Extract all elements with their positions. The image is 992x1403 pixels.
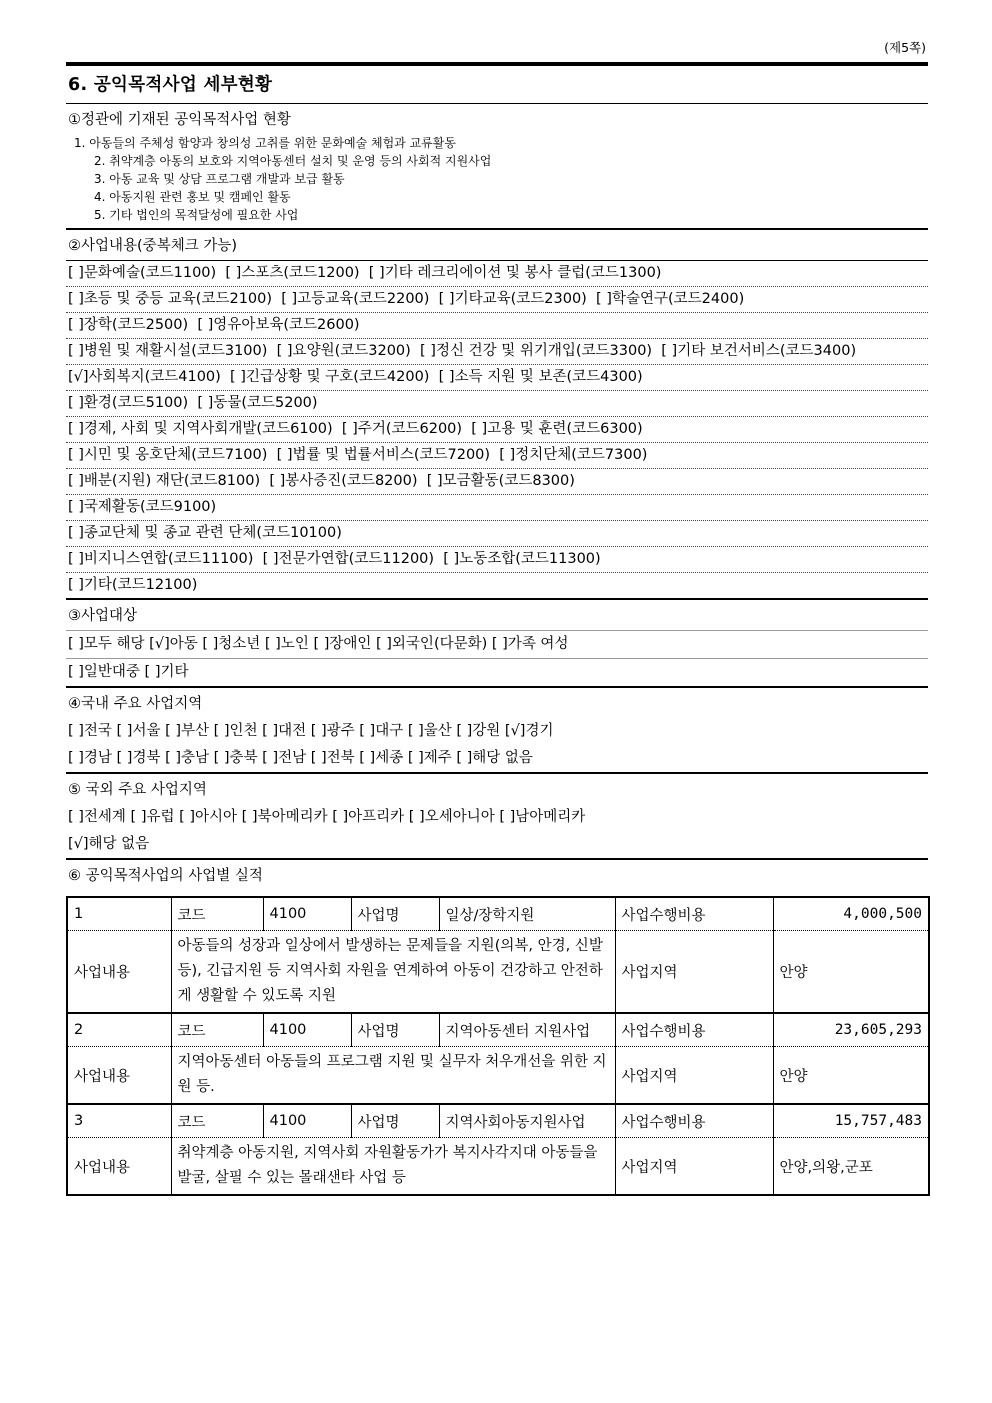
region-label: 사업지역 bbox=[615, 1138, 773, 1196]
cost-label: 사업수행비용 bbox=[615, 1104, 773, 1138]
statute-item: 2. 취약계층 아동의 보호와 지역아동센터 설치 및 운영 등의 사회적 지원사업 bbox=[94, 154, 492, 168]
region-value: 안양,의왕,군포 bbox=[773, 1138, 929, 1196]
checkbox-row-religion: [ ]종교단체 및 종교 관련 단체(코드10100) bbox=[66, 521, 928, 547]
section-1-title: ①정관에 기재된 공익목적사업 현황 bbox=[68, 112, 291, 128]
project-name-label: 사업명 bbox=[351, 897, 439, 931]
cost-label: 사업수행비용 bbox=[615, 1013, 773, 1047]
content-value: 아동들의 성장과 일상에서 발생하는 문제들을 지원(의복, 안경, 신발 등), 긴급지원 등 지역사회 자원을 연계하여 아동이 건강하고 안전하게 생활할 수 있도록 지원 bbox=[171, 931, 615, 1014]
statute-item: 5. 기타 법인의 목적달성에 필요한 사업 bbox=[94, 208, 299, 222]
checkbox-row-etc: [ ]기타(코드12100) bbox=[68, 577, 198, 593]
checkbox-row-associations: [ ]비지니스연합(코드11100) [ ]전문가연합(코드11200) [ ]노동조합(코드11300) bbox=[66, 547, 928, 573]
project-name-value: 지역아동센터 지원사업 bbox=[439, 1013, 615, 1047]
cost-value: 4,000,500 bbox=[773, 897, 929, 931]
checkbox-row-health: [ ]병원 및 재활시설(코드3100) [ ]요양원(코드3200) [ ]정신 건강 및 위기개입(코드3300) [ ]기타 보건서비스(코드3400) bbox=[66, 339, 928, 365]
project-row-body bbox=[67, 931, 929, 1014]
content-label: 사업내용 bbox=[67, 931, 171, 1014]
project-name-value: 일상/장학지원 bbox=[439, 897, 615, 931]
checkbox-row-environment: [ ]환경(코드5100) [ ]동물(코드5200) bbox=[66, 391, 928, 417]
checkbox-row-overseas: [ ]전세계 [ ]유럽 [ ]아시아 [ ]북아메리카 [ ]아프리카 [ ]오세아니아 [ ]남아메리카 bbox=[68, 809, 586, 825]
region-label: 사업지역 bbox=[615, 1047, 773, 1105]
project-row-body bbox=[67, 1047, 929, 1105]
content-label: 사업내용 bbox=[67, 1047, 171, 1105]
region-value: 안양 bbox=[773, 1047, 929, 1105]
section-business-content bbox=[66, 230, 928, 598]
section-2-title: ②사업내용(중복체크 가능) bbox=[68, 238, 237, 254]
code-label: 코드 bbox=[171, 1104, 263, 1138]
checkbox-row-social-welfare: [√]사회복지(코드4100) [ ]긴급상황 및 구호(코드4200) [ ]소득 지원 및 보존(코드4300) bbox=[66, 365, 928, 391]
cost-value: 15,757,483 bbox=[773, 1104, 929, 1138]
section-5-title: ⑤ 국외 주요 사업지역 bbox=[68, 782, 207, 798]
content-value: 취약계층 아동지원, 지역사회 자원활동가가 복지사각지대 아동들을 발굴, 살필 수 있는 몰래샌타 사업 등 bbox=[171, 1138, 615, 1196]
document-title: 6. 공익목적사업 세부현황 bbox=[68, 75, 273, 95]
project-row-body bbox=[67, 1138, 929, 1196]
section-domestic-region bbox=[66, 688, 928, 772]
section-4-title: ④국내 주요 사업지역 bbox=[68, 696, 203, 712]
project-name-value: 지역사회아동지원사업 bbox=[439, 1104, 615, 1138]
checkbox-row-grantmaking: [ ]배분(지원) 재단(코드8100) [ ]봉사증진(코드8200) [ ]모금활동(코드8300) bbox=[66, 469, 928, 495]
checkbox-row-civic: [ ]시민 및 옹호단체(코드7100) [ ]법률 및 법률서비스(코드7200) [ ]정치단체(코드7300) bbox=[66, 443, 928, 469]
project-name-label: 사업명 bbox=[351, 1013, 439, 1047]
project-row-header bbox=[67, 1104, 929, 1138]
checkbox-row-education: [ ]초등 및 중등 교육(코드2100) [ ]고등교육(코드2200) [ ]기타교육(코드2300) [ ]학술연구(코드2400) bbox=[66, 287, 928, 313]
statute-item: 4. 아동지원 관련 홍보 및 캠페인 활동 bbox=[94, 190, 291, 204]
code-value: 4100 bbox=[263, 897, 351, 931]
statute-item: 1. 아동들의 주체성 함양과 창의성 고취를 위한 문화예술 체험과 교류활동 bbox=[74, 136, 456, 150]
section-3-title: ③사업대상 bbox=[68, 608, 138, 624]
project-no: 2 bbox=[67, 1013, 171, 1047]
section-target bbox=[66, 600, 928, 686]
content-value: 지역아동센터 아동들의 프로그램 지원 및 실무자 처우개선을 위한 지원 등. bbox=[171, 1047, 615, 1105]
code-value: 4100 bbox=[263, 1013, 351, 1047]
cost-label: 사업수행비용 bbox=[615, 897, 773, 931]
project-no: 3 bbox=[67, 1104, 171, 1138]
project-row-header bbox=[67, 1013, 929, 1047]
checkbox-row-culture-arts: [ ]문화예술(코드1100) [ ]스포츠(코드1200) [ ]기타 레크리에이션 및 봉사 클럽(코드1300) bbox=[66, 261, 928, 287]
checkbox-row-target-groups: [ ]모두 해당 [√]아동 [ ]청소년 [ ]노인 [ ]장애인 [ ]외국인(다문화) [ ]가족 여성 bbox=[68, 636, 569, 652]
checkbox-row-region-2: [ ]경남 [ ]경북 [ ]충남 [ ]충북 [ ]전남 [ ]전북 [ ]세종 [ ]제주 [ ]해당 없음 bbox=[68, 750, 533, 766]
projects-table bbox=[66, 896, 930, 1196]
section-statute-projects bbox=[66, 104, 928, 228]
content-label: 사업내용 bbox=[74, 1159, 131, 1176]
statute-item: 3. 아동 교육 및 상담 프로그램 개발과 보급 활동 bbox=[94, 172, 345, 186]
document-page bbox=[66, 0, 928, 1196]
checkbox-row-target-public: [ ]일반대중 [ ]기타 bbox=[68, 664, 189, 680]
project-row-header bbox=[67, 897, 929, 931]
cost-value: 23,605,293 bbox=[773, 1013, 929, 1047]
project-no: 1 bbox=[67, 897, 171, 931]
project-name-label: 사업명 bbox=[351, 1104, 439, 1138]
code-label: 코드 bbox=[171, 1013, 263, 1047]
checkbox-row-community-dev: [ ]경제, 사회 및 지역사회개발(코드6100) [ ]주거(코드6200) [ ]고용 및 훈련(코드6300) bbox=[66, 417, 928, 443]
section-6-title: ⑥ 공익목적사업의 사업별 실적 bbox=[68, 868, 263, 884]
checkbox-row-region-1: [ ]전국 [ ]서울 [ ]부산 [ ]인천 [ ]대전 [ ]광주 [ ]대구 [ ]울산 [ ]강원 [√]경기 bbox=[68, 723, 554, 739]
checkbox-row-scholarship: [ ]장학(코드2500) [ ]영유아보육(코드2600) bbox=[66, 313, 928, 339]
code-value: 4100 bbox=[263, 1104, 351, 1138]
checkbox-row-overseas-none: [√]해당 없음 bbox=[68, 836, 150, 852]
region-label: 사업지역 bbox=[615, 931, 773, 1014]
region-value: 안양 bbox=[773, 931, 929, 1014]
checkbox-row-international: [ ]국제활동(코드9100) bbox=[66, 495, 928, 521]
page-number-marker: (제5쪽) bbox=[884, 40, 926, 55]
code-label: 코드 bbox=[171, 897, 263, 931]
section-overseas-region bbox=[66, 774, 928, 858]
